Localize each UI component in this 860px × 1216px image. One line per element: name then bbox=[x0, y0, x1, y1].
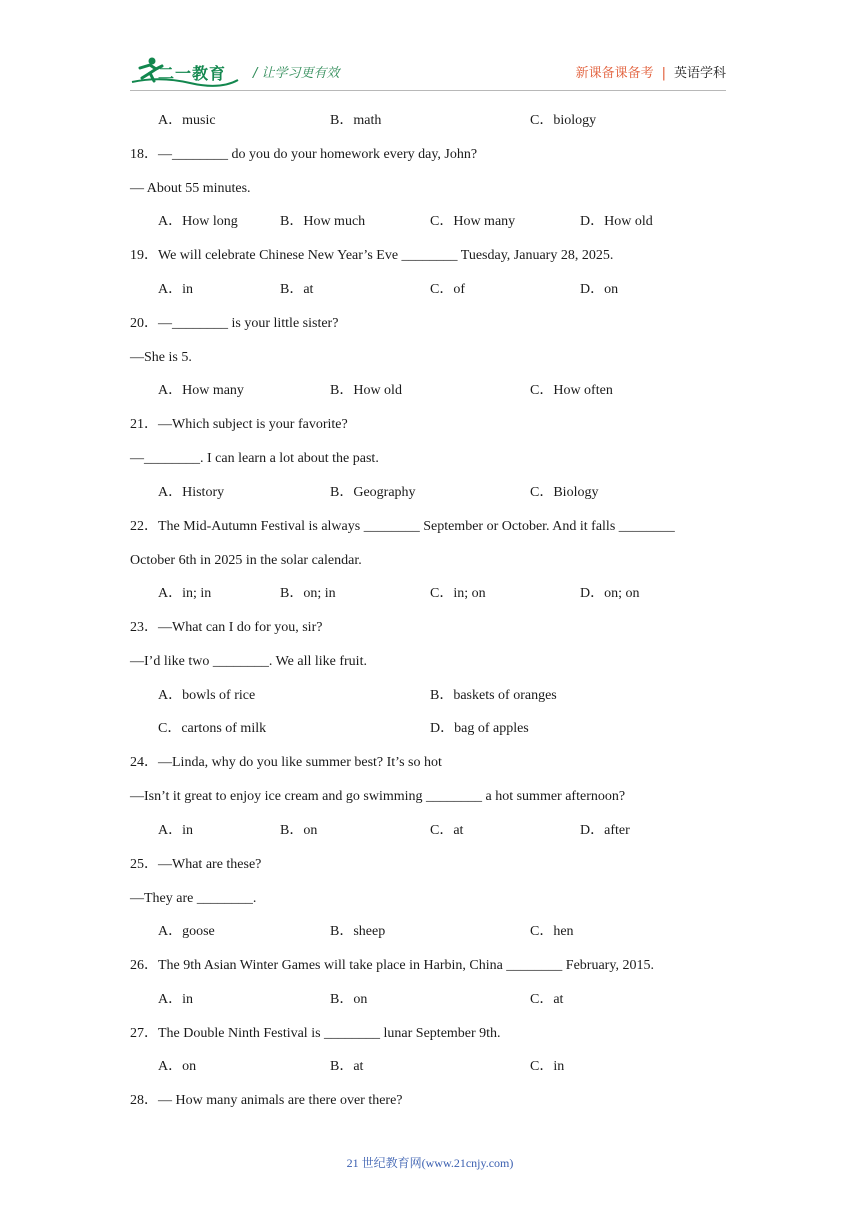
answer-option: A．bowls of rice bbox=[158, 688, 256, 703]
answer-option: D．on; on bbox=[580, 586, 640, 601]
header-divider bbox=[130, 90, 726, 91]
answer-option: C．How many bbox=[430, 214, 516, 229]
answer-option: A．in bbox=[158, 823, 193, 838]
answer-option: B．baskets of oranges bbox=[430, 688, 557, 703]
question-text: 18．—________ do you do your homework every day, John? bbox=[130, 147, 478, 162]
answer-option: C．cartons of milk bbox=[158, 721, 267, 736]
answer-option: B．on; in bbox=[280, 586, 336, 601]
question-text: 21．—Which subject is your favorite? bbox=[130, 417, 348, 432]
answer-option: A．goose bbox=[158, 924, 215, 939]
answer-option: D．after bbox=[580, 823, 630, 838]
question-text: 28．— How many animals are there over there? bbox=[130, 1093, 403, 1108]
question-text: 26．The 9th Asian Winter Games will take place in Harbin, China ________ February, 2015. bbox=[130, 958, 654, 973]
answer-option: B．How much bbox=[280, 214, 366, 229]
question-text: 24．—Linda, why do you like summer best? It’s so hot bbox=[130, 755, 442, 770]
question-text: —________. I can learn a lot about the past. bbox=[130, 451, 379, 466]
page-header bbox=[130, 52, 726, 92]
answer-option: D．on bbox=[580, 282, 619, 297]
question-text: — About 55 minutes. bbox=[130, 181, 251, 196]
question-text: 19．We will celebrate Chinese New Year’s Eve ________ Tuesday, January 28, 2025. bbox=[130, 248, 614, 263]
answer-option: B．at bbox=[330, 1059, 364, 1074]
answer-option: B．on bbox=[330, 992, 368, 1007]
answer-option: A．music bbox=[158, 113, 216, 128]
answer-option: A．How long bbox=[158, 214, 238, 229]
question-text: 22．The Mid-Autumn Festival is always ________ September or October. And it falls ________ bbox=[130, 519, 675, 534]
answer-option: A．in; in bbox=[158, 586, 212, 601]
answer-option: C．in bbox=[530, 1059, 565, 1074]
answer-option: C．Biology bbox=[530, 485, 599, 500]
question-text: 20．—________ is your little sister? bbox=[130, 316, 339, 331]
header-subject: 英语学科 bbox=[673, 66, 726, 81]
answer-option: C．at bbox=[530, 992, 564, 1007]
answer-option: B．on bbox=[280, 823, 318, 838]
question-text: —Isn’t it great to enjoy ice cream and go swimming ________ a hot summer afternoon? bbox=[130, 789, 626, 804]
question-text: —They are ________. bbox=[130, 891, 257, 906]
answer-option: A．on bbox=[158, 1059, 197, 1074]
answer-option: D．How old bbox=[580, 214, 653, 229]
answer-option: A．History bbox=[158, 485, 225, 500]
header-course-label: 新课备课备考 bbox=[575, 66, 654, 81]
slogan: / 让学习更有效 bbox=[253, 66, 340, 81]
logo-text: 二一教育 bbox=[158, 64, 227, 83]
answer-option: C．How often bbox=[530, 383, 613, 398]
answer-option: A．in bbox=[158, 992, 193, 1007]
answer-option: B．math bbox=[330, 113, 382, 128]
header-right bbox=[576, 62, 726, 81]
answer-option: C．at bbox=[430, 823, 464, 838]
answer-option: B．at bbox=[280, 282, 314, 297]
answer-option: C．hen bbox=[530, 924, 574, 939]
page-footer: 21 世纪教育网(www.21cnjy.com) bbox=[346, 1156, 514, 1170]
question-text: —She is 5. bbox=[130, 350, 192, 365]
answer-option: C．of bbox=[430, 282, 465, 297]
question-text: 27．The Double Ninth Festival is ________ lunar September 9th. bbox=[130, 1026, 501, 1041]
question-text: 23．—What can I do for you, sir? bbox=[130, 620, 323, 635]
answer-option: C．in; on bbox=[430, 586, 486, 601]
header-separator: | bbox=[661, 66, 666, 81]
answer-option: B．How old bbox=[330, 383, 402, 398]
answer-option: B．sheep bbox=[330, 924, 386, 939]
answer-option: C．biology bbox=[530, 113, 597, 128]
answer-option: B．Geography bbox=[330, 485, 416, 500]
question-text: October 6th in 2025 in the solar calendar. bbox=[130, 553, 362, 568]
question-text: 25．—What are these? bbox=[130, 857, 262, 872]
answer-option: A．How many bbox=[158, 383, 244, 398]
question-text: —I’d like two ________. We all like fruit. bbox=[130, 654, 367, 669]
answer-option: D．bag of apples bbox=[430, 721, 529, 736]
answer-option: A．in bbox=[158, 282, 193, 297]
